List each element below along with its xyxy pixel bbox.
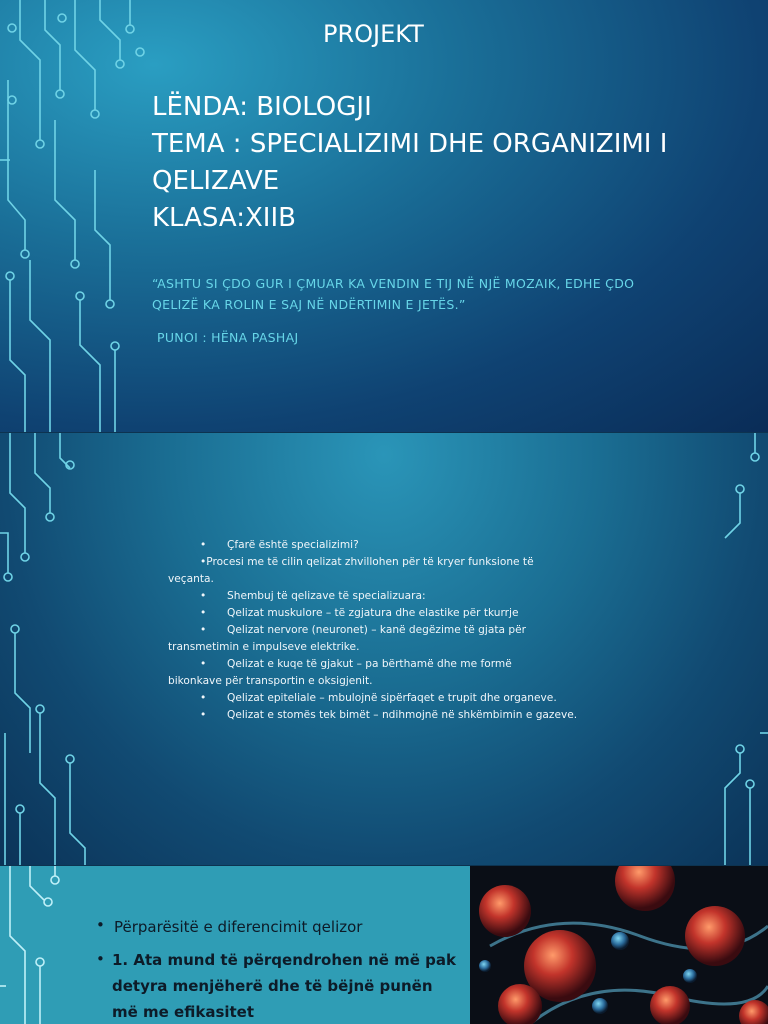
bullet-icon: • [200, 624, 207, 636]
text-line: veçanta. [168, 573, 214, 585]
slide-heading: PROJEKT [323, 20, 424, 48]
bullet-icon: • [200, 692, 207, 704]
cells-microscope-icon [470, 866, 768, 1024]
cells-image [470, 866, 768, 1024]
text-line: bikonkave për transportin e oksigjenit. [168, 675, 373, 687]
topic-line-1: TEMA : SPECIALIZIMI DHE ORGANIZIMI I [152, 129, 668, 159]
text-line: Qelizat e stomës tek bimët – ndihmojnë në shkëmbimin e gazeve. [227, 709, 578, 721]
circuit-decoration-icon [0, 866, 100, 1024]
quote-line-1: “ASHTU SI ÇDO GUR I ÇMUAR KA VENDIN E TIJ NË NJË MOZAIK, EDHE ÇDO [152, 276, 635, 291]
text-line: Qelizat muskulore – të zgjatura dhe elastike për tkurrje [227, 607, 519, 619]
bullet-text: më me efikasitet [112, 1003, 255, 1021]
class-line: KLASA:XIIB [152, 203, 296, 233]
text-line: Çfarë është specializimi? [227, 539, 359, 551]
bullet-icon: • [200, 658, 207, 670]
bullet-icon: • [200, 607, 207, 619]
bullet-icon: • [200, 709, 207, 721]
circuit-decoration-icon [0, 0, 150, 432]
text-line: Qelizat e kuqe të gjakut – pa bërthamë dhe me formë [227, 658, 512, 670]
bullet-text: 1. Ata mund të përqendrohen në më pak [112, 951, 457, 969]
differentiation-slide [0, 866, 768, 1024]
text-line: Qelizat nervore (neuronet) – kanë degëzime të gjata për [227, 624, 526, 636]
text-line: Shembuj të qelizave të specializuara: [227, 590, 426, 602]
author-line: PUNOI : HËNA PASHAJ [157, 330, 299, 345]
bullet-icon: • [200, 539, 207, 551]
title-slide [0, 0, 768, 432]
bullet-text: detyra menjëherë dhe të bëjnë punën [112, 977, 433, 995]
circuit-decoration-icon [0, 433, 768, 865]
bullet-icon: • [96, 950, 105, 968]
bullet-icon: • [200, 590, 207, 602]
topic-line-2: QELIZAVE [152, 166, 280, 196]
text-line: •Procesi me të cilin qelizat zhvillohen për të kryer funksione të [200, 556, 534, 568]
subject-line: LËNDA: BIOLOGJI [152, 92, 372, 122]
text-line: Qelizat epiteliale – mbulojnë sipërfaqet e trupit dhe organeve. [227, 692, 557, 704]
quote-line-2: QELIZË KA ROLIN E SAJ NË NDËRTIMIN E JETËS.” [152, 297, 466, 312]
text-line: transmetimin e impulseve elektrike. [168, 641, 360, 653]
specialization-slide [0, 433, 768, 865]
bullet-text: Përparësitë e diferencimit qelizor [114, 918, 363, 936]
bullet-icon: • [96, 916, 105, 934]
